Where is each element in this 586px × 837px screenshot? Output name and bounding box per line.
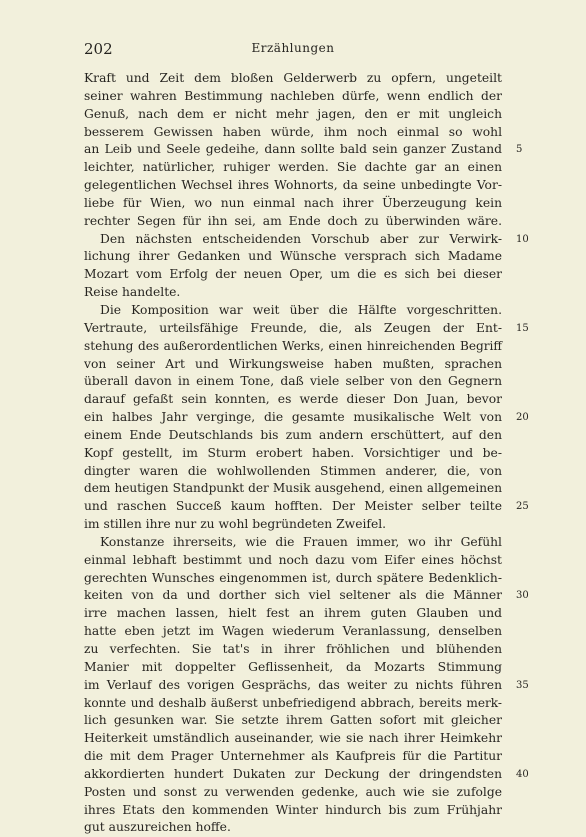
text-line: [84, 88, 502, 106]
line-text: Die Komposition war weit über die Hälfte vorgeschritten.: [100, 302, 502, 317]
line-text: gut auszureichen hoffe.: [84, 820, 231, 835]
text-line: [84, 641, 502, 659]
line-text: zu verfechten. Sie tat's in ihrer fröhlichen und blühenden: [84, 642, 502, 656]
text-line: [84, 356, 502, 374]
line-text: Heiterkeit umständlich auseinander, wie sie nach ihrer Heimkehr: [84, 731, 502, 746]
text-line: [84, 70, 502, 88]
text-line: [84, 730, 502, 748]
line-text: seiner wahren Bestimmung nachleben dürfe, wenn endlich der: [84, 88, 502, 103]
line-text: darauf gefaßt sein konnten, es werde dieser Don Juan, bevor: [84, 392, 502, 407]
body-text: [84, 70, 529, 837]
text-line: [84, 587, 529, 605]
running-title: Erzählungen: [251, 41, 335, 55]
line-text: hatte eben jetzt im Wagen wiederum Veranlassung, denselben: [84, 624, 502, 639]
running-head: [84, 40, 502, 60]
text-line: [84, 195, 502, 213]
text-line: [84, 284, 502, 302]
text-line: [84, 534, 502, 552]
line-text: keiten von da und dorther sich viel seltener als die Männer: [84, 588, 502, 603]
line-text: leichter, natürlicher, ruhiger werden. Sie dachte gar an einen: [84, 160, 502, 175]
text-line: [84, 695, 502, 713]
line-number: 35: [516, 679, 529, 691]
text-line: [84, 445, 502, 463]
text-line: [84, 302, 502, 320]
text-line: [84, 159, 502, 177]
line-text: von seiner Art und Wirkungsweise haben mußten, sprachen: [84, 356, 502, 371]
line-text: Manier mit doppelter Geflissenheit, da Mozarts Stimmung: [84, 659, 502, 674]
line-text: ein halbes Jahr verginge, die gesamte musikalische Welt von: [84, 410, 502, 425]
text-line: [84, 659, 502, 677]
text-line: [84, 552, 502, 570]
text-line: [84, 766, 529, 784]
line-text: an Leib und Seele gedeihe, dann sollte bald sein ganzer Zustand: [84, 142, 502, 157]
line-text: einem Ende Deutschlands bis zum andern erschüttert, auf den: [84, 427, 502, 442]
text-line: [84, 802, 502, 820]
line-text: gerechten Wunsches eingenommen ist, durch spätere Bedenklich-: [84, 570, 502, 585]
line-text: Mozart vom Erfolg der neuen Oper, um die es sich bei dieser: [84, 267, 502, 282]
line-text: lichung ihrer Gedanken und Wünsche versprach sich Madame: [84, 249, 502, 264]
line-text: Konstanze ihrerseits, wie die Frauen immer, wo ihr Gefühl: [100, 534, 502, 549]
line-text: Vertraute, urteilsfähige Freunde, die, als Zeugen der Ent-: [84, 320, 502, 335]
text-line: [84, 819, 502, 837]
line-text: liebe für Wien, wo nun einmal nach ihrer Überzeugung kein: [84, 195, 502, 210]
text-line: [84, 266, 502, 284]
text-line: [84, 427, 502, 445]
line-text: ihres Etats den kommenden Winter hindurch bis zum Frühjahr: [84, 802, 502, 817]
text-line: [84, 748, 502, 766]
line-number: 25: [516, 501, 529, 513]
line-text: einmal lebhaft bestimmt und noch dazu vom Eifer eines höchst: [84, 552, 502, 567]
text-line: [84, 480, 502, 498]
text-line: [84, 320, 529, 338]
line-text: Kopf gestellt, im Sturm erobert haben. Vorsichtiger und be-: [84, 445, 502, 460]
line-number: 15: [516, 322, 529, 334]
text-line: [84, 231, 529, 249]
line-number: 5: [516, 144, 523, 156]
line-text: stehung des außerordentlichen Werks, einen hinreichenden Begriff: [84, 338, 502, 353]
line-number: 20: [516, 412, 529, 424]
text-line: [84, 784, 502, 802]
line-number: 30: [516, 590, 529, 602]
line-text: im stillen ihre nur zu wohl begründeten Zweifel.: [84, 517, 387, 532]
line-text: dem heutigen Standpunkt der Musik ausgehend, einen allgemeinen: [84, 481, 502, 496]
text-line: [84, 124, 502, 142]
text-line: [84, 177, 502, 195]
text-line: [84, 712, 502, 730]
line-text: konnte und deshalb äußerst unbefriedigend abbrach, bereits merk-: [84, 695, 502, 710]
line-text: Den nächsten entscheidenden Vorschub aber zur Verwirk-: [100, 231, 502, 246]
line-text: überall davon in einem Tone, daß viele selber von den Gegnern: [84, 374, 502, 389]
text-line: [84, 605, 502, 623]
line-text: Genuß, nach dem er nicht mehr jagen, den er mit ungleich: [84, 106, 502, 121]
line-text: besserem Gewissen haben würde, ihm noch einmal so wohl: [84, 124, 502, 139]
line-text: lich gesunken war. Sie setzte ihrem Gatten sofort mit gleicher: [84, 713, 502, 728]
line-text: die mit dem Prager Unternehmer als Kaufpreis für die Partitur: [84, 749, 502, 764]
text-line: [84, 516, 502, 534]
text-line: [84, 498, 529, 516]
text-line: [84, 409, 529, 427]
line-text: rechter Segen für ihn sei, am Ende doch zu überwinden wäre.: [84, 213, 502, 228]
line-text: und raschen Succeß kaum hofften. Der Meister selber teilte: [84, 499, 502, 514]
line-text: Posten und sonst zu verwenden gedenke, auch wie sie zufolge: [84, 784, 502, 799]
line-text: irre machen lassen, hielt fest an ihrem guten Glauben und: [84, 606, 502, 621]
line-number: 10: [516, 233, 529, 245]
line-text: Reise handelte.: [84, 285, 181, 300]
text-line: [84, 677, 529, 695]
text-line: [84, 391, 502, 409]
text-line: [84, 213, 502, 231]
line-number: 40: [516, 768, 529, 780]
text-line: [84, 338, 502, 356]
line-text: Kraft und Zeit dem bloßen Gelderwerb zu opfern, ungeteilt: [84, 71, 502, 85]
line-text: im Verlauf des vorigen Gesprächs, das weiter zu nichts führen: [84, 677, 502, 692]
line-text: akkordierten hundert Dukaten zur Deckung der dringendsten: [84, 766, 502, 781]
line-text: gelegentlichen Wechsel ihres Wohnorts, da seine unbedingte Vor-: [84, 178, 502, 193]
text-line: [84, 373, 502, 391]
line-text: dingter waren die wohlwollenden Stimmen anderer, die, von: [84, 463, 502, 478]
text-line: [84, 570, 502, 588]
page-number: 202: [84, 40, 113, 58]
text-line: [84, 623, 502, 641]
text-line: [84, 106, 502, 124]
text-line: [84, 248, 502, 266]
text-line: [84, 141, 523, 159]
text-line: [84, 463, 502, 481]
